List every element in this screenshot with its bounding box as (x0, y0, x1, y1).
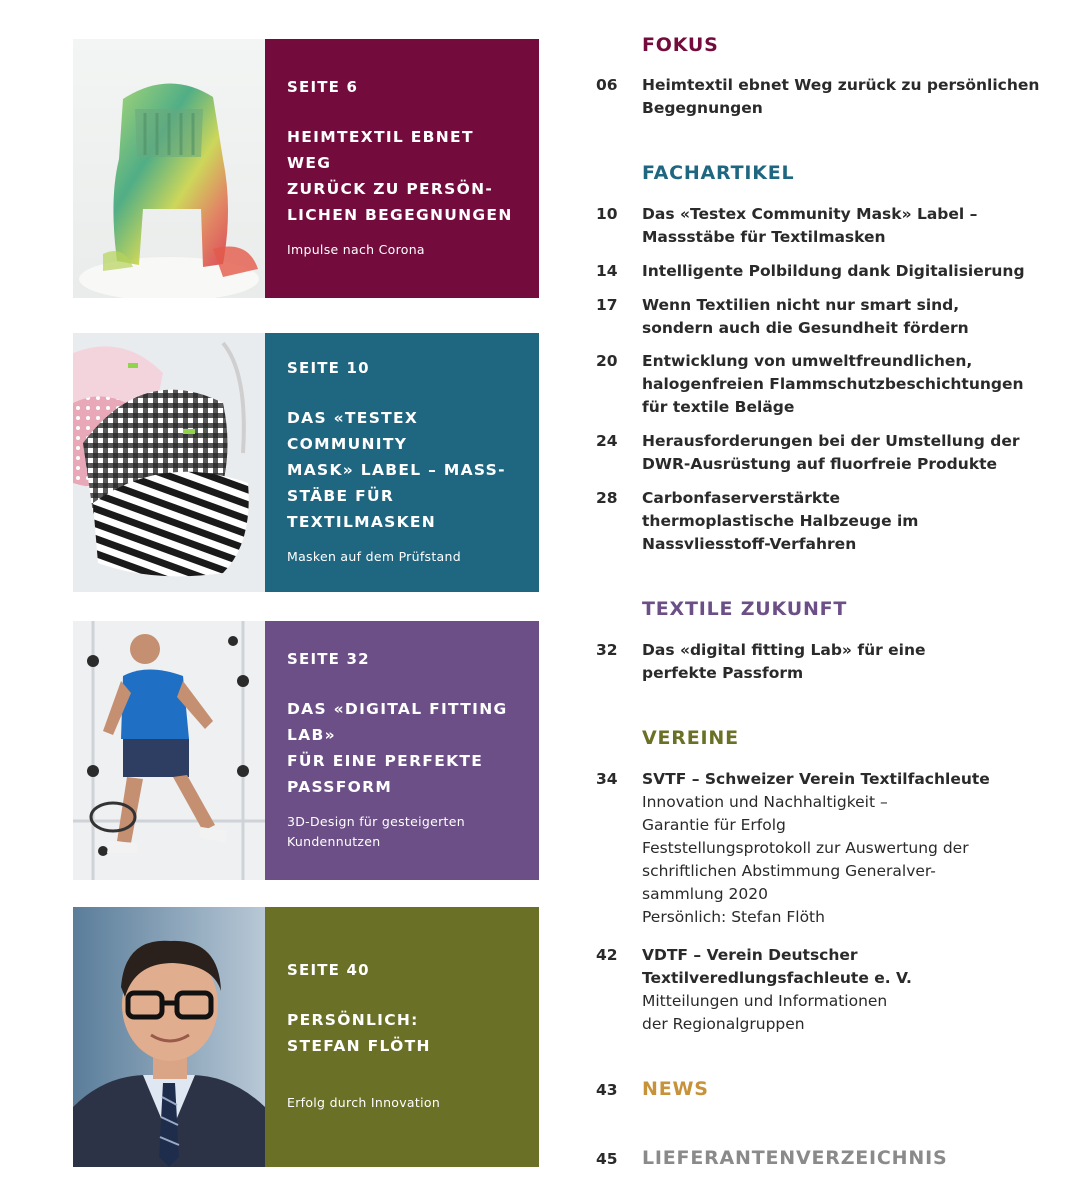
card-subtitle: Impulse nach Corona (287, 241, 425, 257)
card-headline: DAS «DIGITAL FITTING LAB» FÜR EINE PERFEKTE PASSFORM (287, 699, 508, 796)
entry-title: VDTF – Verein Deutscher Textilveredlungsfachleute e. V. (642, 946, 912, 987)
entry-page-number: 17 (596, 296, 618, 314)
feature-panel (265, 333, 539, 592)
entry-page-number: 32 (596, 641, 618, 659)
entry-page-number: 10 (596, 205, 618, 223)
card-subtitle: Masken auf dem Prüfstand (287, 548, 461, 564)
entry-title: Herausforderungen bei der Umstellung der DWR-Ausrüstung auf fluorfreie Produkte (642, 432, 1020, 473)
chair-with-fabric-photo (73, 39, 265, 298)
card-headline: PERSÖNLICH: STEFAN FLÖTH (287, 1011, 431, 1055)
motion-capture-lab-photo (73, 621, 265, 880)
toc-entry[interactable] (596, 639, 1066, 685)
entry-page-number: 06 (596, 76, 618, 94)
feature-card-testex[interactable] (73, 333, 539, 592)
card-page-label: SEITE 40 (287, 961, 370, 979)
card-headline: HEIMTEXTIL EBNET WEG ZURÜCK ZU PERSÖN- LICHEN BEGEGNUNGEN (287, 127, 513, 224)
portrait-photo (73, 907, 265, 1167)
card-subtitle: Erfolg durch Innovation (287, 1095, 441, 1110)
card-page-label: SEITE 32 (287, 649, 370, 668)
entry-page-number: 24 (596, 432, 618, 450)
feature-panel (265, 39, 539, 298)
section-heading-news[interactable]: NEWS (642, 1078, 709, 1100)
toc-entry[interactable] (596, 430, 1066, 476)
toc-entry[interactable] (596, 260, 1066, 283)
feature-card-digital-fitting[interactable] (73, 621, 539, 880)
entry-title: SVTF – Schweizer Verein Textilfachleute (642, 770, 990, 788)
toc-entry[interactable] (596, 768, 1066, 929)
entry-page-number: 42 (596, 946, 618, 964)
toc-entry[interactable] (596, 487, 1066, 556)
fabric-masks-photo (73, 333, 265, 592)
entry-title: Carbonfaserverstärkte thermoplastische Halbzeuge im Nassvliesstoff-Verfahren (642, 489, 919, 553)
toc-entry[interactable] (596, 74, 1066, 120)
entry-title: Intelligente Polbildung dank Digitalisierung (642, 262, 1025, 280)
card-headline: DAS «TESTEX COMMUNITY MASK» LABEL – MASS- STÄBE FÜR TEXTILMASKEN (287, 408, 506, 531)
entry-title: Heimtextil ebnet Weg zurück zu persönlichen Begegnungen (642, 76, 1040, 117)
feature-panel (265, 907, 539, 1167)
card-page-label: SEITE 6 (287, 77, 359, 96)
feature-panel (265, 621, 539, 880)
entry-title: Wenn Textilien nicht nur smart sind, sondern auch die Gesundheit fördern (642, 296, 969, 337)
feature-card-heimtextil[interactable] (73, 39, 539, 298)
toc-entry[interactable] (596, 294, 1066, 340)
entry-description: Mitteilungen und Informationen der Regionalgruppen (642, 992, 888, 1033)
toc-entry[interactable] (596, 944, 1066, 1036)
entry-title: Das «digital fitting Lab» für eine perfekte Passform (642, 641, 926, 682)
entry-page-number: 28 (596, 489, 618, 507)
toc-entry[interactable] (596, 350, 1066, 419)
feature-card-persoenlich[interactable] (73, 907, 539, 1167)
entry-title: Entwicklung von umweltfreundlichen, halogenfreien Flammschutzbeschichtungen für textile Beläge (642, 352, 1024, 416)
entry-page-number: 34 (596, 770, 618, 788)
entry-description: Innovation und Nachhaltigkeit – Garantie für Erfolg Feststellungsprotokoll zur Auswertung der schriftlichen Abstimmung Generalver- sammlung 2020 Persönlich: Stefan Flöth (642, 793, 969, 926)
card-page-label: SEITE 10 (287, 358, 370, 377)
entry-page-number: 14 (596, 262, 618, 280)
section-heading-vereine: VEREINE (642, 727, 739, 749)
toc-entry[interactable] (596, 203, 1066, 249)
lieferanten-page-number: 45 (596, 1150, 618, 1168)
entry-title: Das «Testex Community Mask» Label – Massstäbe für Textilmasken (642, 205, 978, 246)
section-heading-textile-zukunft: TEXTILE ZUKUNFT (642, 598, 848, 620)
section-heading-fachartikel: FACHARTIKEL (642, 162, 795, 184)
section-heading-lieferanten[interactable]: LIEFERANTENVERZEICHNIS (642, 1147, 948, 1169)
entry-page-number: 20 (596, 352, 618, 370)
section-heading-fokus: FOKUS (642, 34, 719, 56)
card-subtitle: 3D-Design für gesteigerten Kundennutzen (287, 813, 465, 849)
news-page-number: 43 (596, 1081, 618, 1099)
